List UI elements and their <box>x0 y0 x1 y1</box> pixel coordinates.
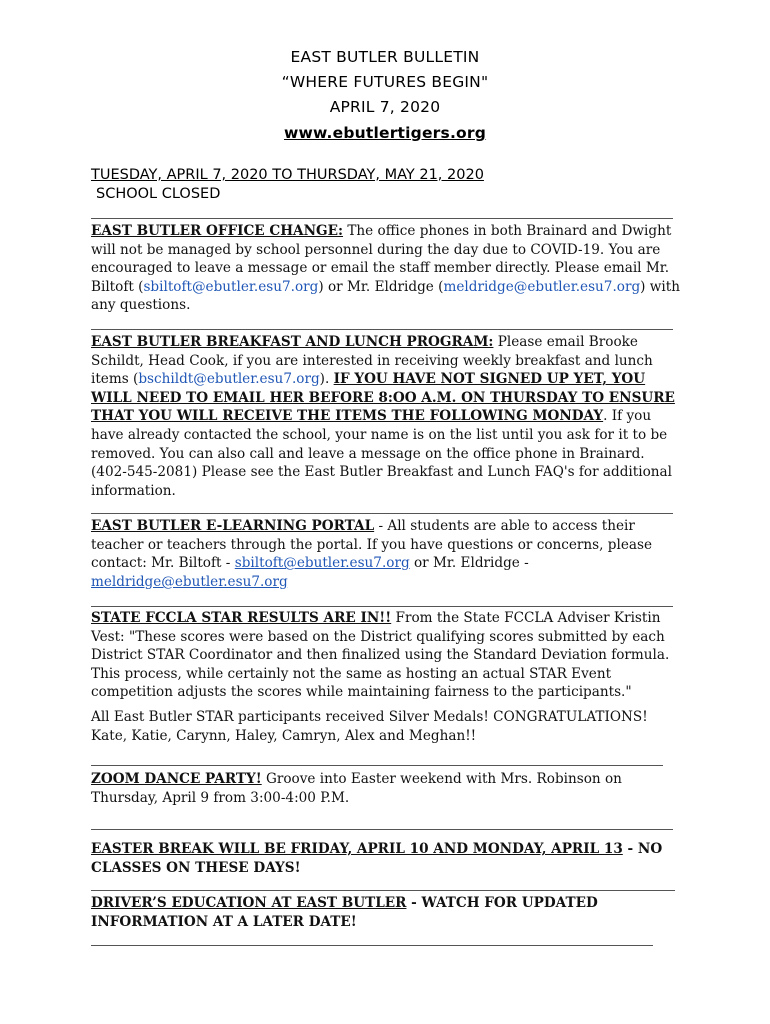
bulletin-motto: “WHERE FUTURES BEGIN" <box>281 73 489 91</box>
email-link-eldridge-2[interactable]: meldridge@ebutler.esu7.org <box>91 573 288 590</box>
office-heading: EAST BUTLER OFFICE CHANGE: <box>91 223 344 239</box>
fccla-text: From the State FCCLA Adviser Kristin Vest: "These scores were based on the District qualifying scores submitted by each District STAR Coordinator and then finalized using the Standard Deviation formula. This process, while certainly not the same as hosting an actual STAR Event competition adjusts the scores while maintaining fairness to the participants." <box>91 610 670 701</box>
divider <box>91 765 663 766</box>
lunch-section <box>91 333 681 500</box>
office-section <box>91 222 681 315</box>
office-text-3: ) with any questions. <box>91 278 680 314</box>
closure-status: SCHOOL CLOSED <box>96 186 221 202</box>
office-text-2: ) or Mr. Eldridge ( <box>318 278 444 295</box>
lunch-text: Please email Brooke Schildt, Head Cook, if you are interested in receiving weekly breakfast and lunch items ( <box>91 334 653 388</box>
fccla-congrats: All East Butler STAR participants received Silver Medals! CONGRATULATIONS! Kate, Katie, Carynn, Haley, Camryn, Alex and Meghan!! <box>91 708 648 744</box>
fccla-heading: STATE FCCLA STAR RESULTS ARE IN!! <box>91 610 392 626</box>
drivers-heading: DRIVER’S EDUCATION AT EAST BUTLER <box>91 895 407 911</box>
website-link[interactable]: www.ebutlertigers.org <box>283 124 487 142</box>
easter-text: - NO CLASSES ON THESE DAYS! <box>91 841 663 876</box>
lunch-text-3: . If you have already contacted the school, your name is on the list until you ask for it to be removed. You can also call and leave a message on the office phone in Brainard. (402-545-2081) Please see the East Butler Breakfast and Lunch FAQ's for additional information. <box>91 408 672 499</box>
easter-heading: EASTER BREAK WILL BE FRIDAY, APRIL 10 AND MONDAY, APRIL 13 <box>91 841 623 857</box>
zoom-text: Groove into Easter weekend with Mrs. Robinson on Thursday, April 9 from 3:00-4:00 P.M. <box>91 771 622 806</box>
bulletin-date: APRIL 7, 2020 <box>329 98 441 116</box>
office-text: The office phones in both Brainard and Dwight will not be managed by school personnel during the day due to COVID-19. You are encouraged to leave a message or email the staff member directly. Please email Mr. Biltoft ( <box>91 223 672 295</box>
fccla-section <box>91 609 681 745</box>
zoom-section <box>91 770 681 807</box>
zoom-heading: ZOOM DANCE PARTY! <box>91 771 262 787</box>
divider <box>91 945 653 946</box>
email-link-biltoft-2[interactable]: sbiltoft@ebutler.esu7.org <box>234 555 410 572</box>
closure-dates: TUESDAY, APRIL 7, 2020 TO THURSDAY, MAY 21, 2020 <box>91 167 484 183</box>
lunch-heading: EAST BUTLER BREAKFAST AND LUNCH PROGRAM: <box>91 334 494 350</box>
drivers-section <box>91 894 681 931</box>
divider <box>91 513 673 514</box>
divider <box>91 218 673 219</box>
divider <box>91 606 673 607</box>
divider <box>91 829 673 830</box>
divider <box>91 329 673 330</box>
bulletin-title: EAST BUTLER BULLETIN <box>290 48 480 66</box>
email-link-eldridge[interactable]: meldridge@ebutler.esu7.org <box>443 278 641 295</box>
easter-section <box>91 840 681 877</box>
elearning-heading: EAST BUTLER E-LEARNING PORTAL <box>91 518 375 534</box>
email-link-biltoft[interactable]: sbiltoft@ebutler.esu7.org <box>143 278 319 295</box>
elearning-section <box>91 517 681 591</box>
elearning-text: - All students are able to access their teacher or teachers through the portal. If you have questions or concerns, please contact: Mr. Biltoft - <box>91 518 653 572</box>
lunch-text-2: ). <box>319 371 334 388</box>
elearning-text-2: or Mr. Eldridge - <box>409 555 529 572</box>
divider <box>91 890 675 891</box>
drivers-text: - WATCH FOR UPDATED INFORMATION AT A LATER DATE! <box>91 895 598 930</box>
lunch-emphasis: IF YOU HAVE NOT SIGNED UP YET, YOU WILL NEED TO EMAIL HER BEFORE 8:OO A.M. ON THURSDAY TO ENSURE THAT YOU WILL RECEIVE THE ITEMS THE FOLLOWING MONDAY <box>91 371 675 425</box>
email-link-schildt[interactable]: bschildt@ebutler.esu7.org <box>138 371 320 388</box>
